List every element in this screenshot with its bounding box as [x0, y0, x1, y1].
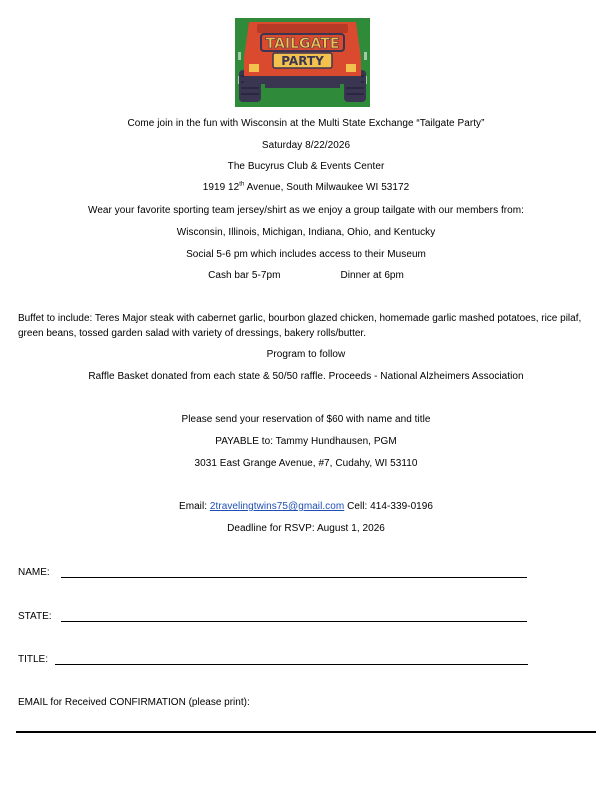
buffet-menu: Buffet to include: Teres Major steak with cabernet garlic, bourbon glazed chicken, homemade garlic mashed potatoes, rice pilaf, green beans, tossed garden salad with variety of dressings, bakery rolls/butter.: [18, 313, 582, 339]
member-states: Wisconsin, Illinois, Michigan, Indiana, Ohio, and Kentucky: [176, 227, 436, 238]
dinner-time: Dinner at 6pm: [340, 270, 404, 281]
raffle-note: Raffle Basket donated from each state & 50/50 raffle. Proceeds - National Alzheimers Association: [88, 371, 524, 382]
cell-phone: Cell: 414-339-0196: [344, 501, 434, 512]
name-label: NAME:: [18, 567, 50, 578]
name-field[interactable]: [61, 577, 527, 578]
social-hour: Social 5-6 pm which includes access to their Museum: [186, 249, 426, 260]
program-note: Program to follow: [266, 349, 346, 360]
reservation-instructions: Please send your reservation of $60 with name and title: [181, 414, 431, 425]
venue-address: 1919 12th Avenue, South Milwaukee WI 53172: [202, 181, 410, 193]
title-label: TITLE:: [18, 654, 49, 665]
confirmation-email-label: EMAIL for Received CONFIRMATION (please print):: [18, 697, 250, 708]
logo-line1: TAILGATE: [265, 36, 340, 52]
venue-name: The Bucyrus Club & Events Center: [227, 161, 385, 172]
confirmation-email-field[interactable]: [16, 731, 596, 733]
state-field[interactable]: [61, 621, 527, 622]
state-label: STATE:: [18, 611, 52, 622]
tailgate-party-logo: [235, 18, 370, 107]
event-date: Saturday 8/22/2026: [261, 140, 351, 151]
email-label: Email:: [178, 501, 210, 512]
email-link[interactable]: 2travelingtwins75@gmail.com: [209, 501, 345, 512]
rsvp-deadline: Deadline for RSVP: August 1, 2026: [227, 523, 385, 534]
dress-code-text: Wear your favorite sporting team jersey/shirt as we enjoy a group tailgate with our members from:: [88, 205, 524, 216]
bar-dinner-times: [0, 270, 612, 282]
payable-address: 3031 East Grange Avenue, #7, Cudahy, WI 53110: [194, 458, 418, 469]
intro-text: Come join in the fun with Wisconsin at the Multi State Exchange “Tailgate Party”: [127, 118, 485, 129]
payable-to: PAYABLE to: Tammy Hundhausen, PGM: [215, 436, 397, 447]
cash-bar-time: Cash bar 5-7pm: [208, 270, 281, 281]
contact-line: [0, 501, 612, 513]
logo-line2: PARTY: [281, 54, 324, 68]
title-field[interactable]: [55, 664, 528, 665]
